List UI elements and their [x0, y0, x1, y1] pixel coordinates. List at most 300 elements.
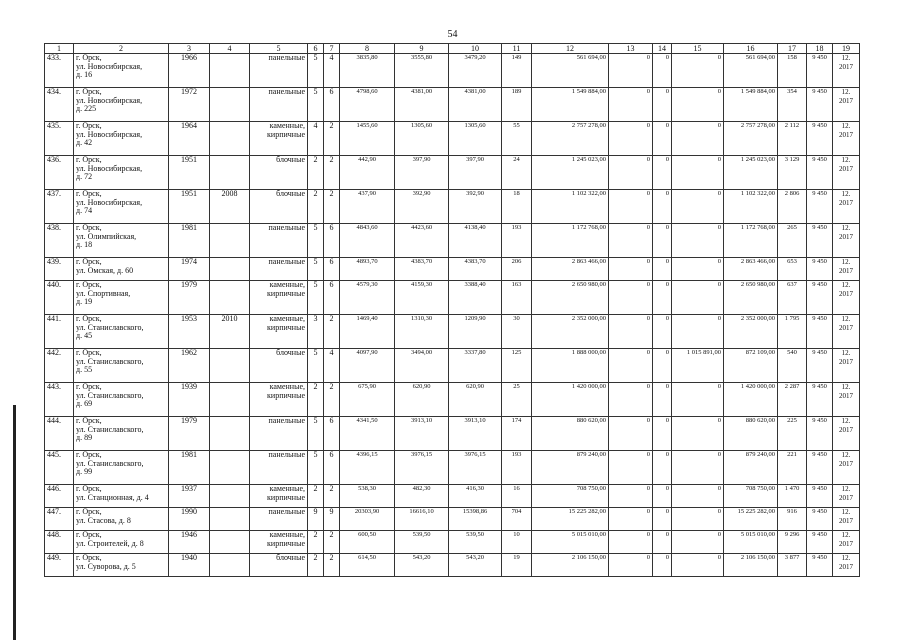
- table-row: [45, 485, 860, 508]
- entrances: 9: [324, 508, 340, 531]
- completion-date: [833, 383, 860, 417]
- total-area: 1455,60: [340, 122, 395, 156]
- max-cost-per-sqm: 9 450: [807, 508, 833, 531]
- table-row: [45, 54, 860, 88]
- funding-col15: 0: [672, 315, 724, 349]
- cost-per-sqm: 2 806: [778, 190, 807, 224]
- col-header: 14: [653, 44, 672, 54]
- row-number: 436.: [45, 156, 74, 190]
- address-line: г. Орск,: [76, 189, 102, 198]
- floors: 2: [308, 531, 324, 554]
- reconstruction-year: 2010: [210, 315, 250, 349]
- address-line: ул. Станиславского,: [76, 356, 144, 366]
- living-area: 4423,60: [395, 224, 449, 258]
- address: [74, 349, 169, 383]
- repair-cost: 708 750,00: [532, 485, 609, 508]
- funding-col14: 0: [653, 190, 672, 224]
- reconstruction-year: [210, 54, 250, 88]
- address-line: ул. Станционная, д. 4: [76, 492, 149, 502]
- address: [74, 54, 169, 88]
- repair-cost: 1 172 768,00: [532, 224, 609, 258]
- wall-material-line: блочные: [276, 189, 305, 198]
- year-built: 1966: [169, 54, 210, 88]
- funding-col14: 0: [653, 258, 672, 281]
- column-number-header: [45, 44, 860, 54]
- year-built: 1937: [169, 485, 210, 508]
- max-cost-per-sqm: 9 450: [807, 554, 833, 577]
- funding-col15: 0: [672, 54, 724, 88]
- housing-register-table: [44, 43, 860, 577]
- completion-date-line: 12.: [841, 417, 851, 425]
- address-line: д. 225: [76, 104, 97, 114]
- funding-col15: 0: [672, 451, 724, 485]
- max-cost-per-sqm: 9 450: [807, 258, 833, 281]
- wall-material-line: панельные: [268, 507, 305, 516]
- wall-material-line: каменные,: [269, 121, 305, 130]
- completion-date-line: 12.: [841, 485, 851, 493]
- completion-date: [833, 88, 860, 122]
- address-line: ул. Новосибирская,: [76, 61, 143, 71]
- year-built: 1974: [169, 258, 210, 281]
- entrances: 6: [324, 258, 340, 281]
- cost-per-sqm: 653: [778, 258, 807, 281]
- residential-area: 3388,40: [449, 281, 502, 315]
- address: [74, 156, 169, 190]
- year-built: 1981: [169, 224, 210, 258]
- funding-col16: 1 245 023,00: [724, 156, 778, 190]
- funding-col16: 15 225 282,00: [724, 508, 778, 531]
- year-built: 1951: [169, 190, 210, 224]
- address-line: г. Орск,: [76, 87, 102, 96]
- year-built: 1964: [169, 122, 210, 156]
- completion-date-line: 12.: [841, 554, 851, 562]
- address: [74, 122, 169, 156]
- completion-date: [833, 508, 860, 531]
- wall-material: [250, 349, 308, 383]
- address-line: г. Орск,: [76, 416, 102, 425]
- repair-cost: 1 102 322,00: [532, 190, 609, 224]
- wall-material: [250, 315, 308, 349]
- completion-date-line: 12.: [841, 258, 851, 266]
- address-line: д. 72: [76, 172, 93, 182]
- residential-area: 4381,00: [449, 88, 502, 122]
- residents-count: 16: [502, 485, 532, 508]
- row-number: 433.: [45, 54, 74, 88]
- address: [74, 315, 169, 349]
- funding-col16: 5 015 010,00: [724, 531, 778, 554]
- completion-date-line: 2017: [839, 130, 853, 139]
- living-area: 3913,10: [395, 417, 449, 451]
- living-area: 397,90: [395, 156, 449, 190]
- row-number: 449.: [45, 554, 74, 577]
- col-header: 9: [395, 44, 449, 54]
- completion-date-line: 12.: [841, 54, 851, 62]
- completion-date-line: 12.: [841, 451, 851, 459]
- entrances: 2: [324, 315, 340, 349]
- table-row: [45, 508, 860, 531]
- floors: 5: [308, 54, 324, 88]
- wall-material-line: панельные: [268, 87, 305, 96]
- wall-material-line: блочные: [276, 348, 305, 357]
- living-area: 4381,00: [395, 88, 449, 122]
- address: [74, 258, 169, 281]
- entrances: 2: [324, 531, 340, 554]
- address-line: г. Орск,: [76, 348, 102, 357]
- funding-col16: 2 863 466,00: [724, 258, 778, 281]
- wall-material: [250, 485, 308, 508]
- funding-col16: 561 694,00: [724, 54, 778, 88]
- completion-date: [833, 349, 860, 383]
- table-row: [45, 224, 860, 258]
- wall-material-line: панельные: [268, 223, 305, 232]
- address-line: д. 16: [76, 70, 93, 80]
- col-header: 2: [74, 44, 169, 54]
- living-area: 1305,60: [395, 122, 449, 156]
- residential-area: 3913,10: [449, 417, 502, 451]
- cost-per-sqm: 158: [778, 54, 807, 88]
- wall-material-line: кирпичные: [267, 492, 305, 502]
- funding-col15: 0: [672, 383, 724, 417]
- address-line: ул. Станиславского,: [76, 458, 144, 468]
- funding-col13: 0: [609, 508, 653, 531]
- wall-material: [250, 88, 308, 122]
- funding-col16: 1 102 322,00: [724, 190, 778, 224]
- reconstruction-year: [210, 156, 250, 190]
- funding-col14: 0: [653, 451, 672, 485]
- living-area: 3494,00: [395, 349, 449, 383]
- reconstruction-year: [210, 122, 250, 156]
- floors: 2: [308, 190, 324, 224]
- max-cost-per-sqm: 9 450: [807, 315, 833, 349]
- binding-margin-line: [13, 405, 16, 640]
- table-row: [45, 281, 860, 315]
- completion-date-line: 12.: [841, 122, 851, 130]
- row-number: 448.: [45, 531, 74, 554]
- wall-material: [250, 417, 308, 451]
- completion-date-line: 2017: [839, 459, 853, 468]
- address-line: г. Орск,: [76, 382, 102, 391]
- funding-col16: 1 420 000,00: [724, 383, 778, 417]
- col-header: 7: [324, 44, 340, 54]
- max-cost-per-sqm: 9 450: [807, 349, 833, 383]
- funding-col13: 0: [609, 190, 653, 224]
- completion-date: [833, 554, 860, 577]
- funding-col13: 0: [609, 451, 653, 485]
- row-number: 444.: [45, 417, 74, 451]
- address-line: г. Орск,: [76, 121, 102, 130]
- address-line: ул. Олимпийская,: [76, 231, 137, 241]
- repair-cost: 561 694,00: [532, 54, 609, 88]
- funding-col14: 0: [653, 54, 672, 88]
- repair-cost: 2 863 466,00: [532, 258, 609, 281]
- funding-col13: 0: [609, 54, 653, 88]
- funding-col15: 1 015 891,00: [672, 349, 724, 383]
- address-line: ул. Станиславского,: [76, 390, 144, 400]
- funding-col14: 0: [653, 508, 672, 531]
- residents-count: 25: [502, 383, 532, 417]
- completion-date-line: 12.: [841, 349, 851, 357]
- funding-col14: 0: [653, 383, 672, 417]
- completion-date-line: 12.: [841, 315, 851, 323]
- wall-material-line: кирпичные: [267, 288, 305, 298]
- residents-count: 206: [502, 258, 532, 281]
- address-line: г. Орск,: [76, 280, 102, 289]
- living-area: 3555,80: [395, 54, 449, 88]
- wall-material: [250, 54, 308, 88]
- total-area: 4893,70: [340, 258, 395, 281]
- funding-col13: 0: [609, 258, 653, 281]
- cost-per-sqm: 637: [778, 281, 807, 315]
- wall-material: [250, 122, 308, 156]
- completion-date-line: 2017: [839, 425, 853, 434]
- completion-date-line: 12.: [841, 383, 851, 391]
- table-row: [45, 315, 860, 349]
- entrances: 2: [324, 190, 340, 224]
- residents-count: 704: [502, 508, 532, 531]
- residential-area: 15398,86: [449, 508, 502, 531]
- completion-date-line: 12.: [841, 281, 851, 289]
- completion-date: [833, 54, 860, 88]
- row-number: 446.: [45, 485, 74, 508]
- address-line: г. Орск,: [76, 155, 102, 164]
- repair-cost: 2 757 278,00: [532, 122, 609, 156]
- total-area: 675,90: [340, 383, 395, 417]
- wall-material-line: панельные: [268, 257, 305, 266]
- table-row: [45, 88, 860, 122]
- funding-col13: 0: [609, 156, 653, 190]
- living-area: 539,50: [395, 531, 449, 554]
- living-area: 4159,30: [395, 281, 449, 315]
- table-row: [45, 417, 860, 451]
- address-line: г. Орск,: [76, 553, 102, 562]
- repair-cost: 1 420 000,00: [532, 383, 609, 417]
- col-header: 12: [532, 44, 609, 54]
- funding-col14: 0: [653, 122, 672, 156]
- address-line: ул. Новосибирская,: [76, 95, 143, 105]
- completion-date-line: 2017: [839, 539, 853, 548]
- residential-area: 397,90: [449, 156, 502, 190]
- address-line: ул. Омская, д. 60: [76, 265, 134, 275]
- funding-col15: 0: [672, 485, 724, 508]
- living-area: 482,30: [395, 485, 449, 508]
- table-row: [45, 531, 860, 554]
- wall-material: [250, 258, 308, 281]
- wall-material-line: каменные,: [269, 280, 305, 289]
- floors: 5: [308, 281, 324, 315]
- residents-count: 193: [502, 451, 532, 485]
- col-header: 19: [833, 44, 860, 54]
- funding-col14: 0: [653, 88, 672, 122]
- year-built: 1979: [169, 417, 210, 451]
- floors: 2: [308, 383, 324, 417]
- completion-date: [833, 190, 860, 224]
- residents-count: 193: [502, 224, 532, 258]
- reconstruction-year: [210, 224, 250, 258]
- residential-area: 539,50: [449, 531, 502, 554]
- table-body: [45, 54, 860, 577]
- living-area: 3976,15: [395, 451, 449, 485]
- funding-col15: 0: [672, 88, 724, 122]
- address-line: д. 89: [76, 433, 93, 443]
- repair-cost: 880 620,00: [532, 417, 609, 451]
- residents-count: 55: [502, 122, 532, 156]
- repair-cost: 1 245 023,00: [532, 156, 609, 190]
- funding-col14: 0: [653, 156, 672, 190]
- reconstruction-year: [210, 383, 250, 417]
- reconstruction-year: [210, 281, 250, 315]
- col-header: 16: [724, 44, 778, 54]
- address-line: д. 42: [76, 138, 93, 148]
- cost-per-sqm: 3 877: [778, 554, 807, 577]
- total-area: 4097,90: [340, 349, 395, 383]
- floors: 5: [308, 258, 324, 281]
- living-area: 16616,10: [395, 508, 449, 531]
- repair-cost: 879 240,00: [532, 451, 609, 485]
- reconstruction-year: [210, 417, 250, 451]
- reconstruction-year: [210, 258, 250, 281]
- total-area: 614,50: [340, 554, 395, 577]
- address-line: ул. Новосибирская,: [76, 197, 143, 207]
- funding-col16: 872 109,00: [724, 349, 778, 383]
- floors: 2: [308, 485, 324, 508]
- max-cost-per-sqm: 9 450: [807, 417, 833, 451]
- entrances: 2: [324, 554, 340, 577]
- completion-date-line: 12.: [841, 224, 851, 232]
- col-header: 6: [308, 44, 324, 54]
- residential-area: 1305,60: [449, 122, 502, 156]
- repair-cost: 2 106 150,00: [532, 554, 609, 577]
- col-header: 15: [672, 44, 724, 54]
- residential-area: 4138,40: [449, 224, 502, 258]
- cost-per-sqm: 1 470: [778, 485, 807, 508]
- funding-col16: 1 549 884,00: [724, 88, 778, 122]
- funding-col13: 0: [609, 417, 653, 451]
- table-row: [45, 349, 860, 383]
- funding-col16: 880 620,00: [724, 417, 778, 451]
- max-cost-per-sqm: 9 450: [807, 88, 833, 122]
- funding-col16: 879 240,00: [724, 451, 778, 485]
- wall-material-line: кирпичные: [267, 390, 305, 400]
- funding-col14: 0: [653, 315, 672, 349]
- table-row: [45, 554, 860, 577]
- wall-material: [250, 554, 308, 577]
- residential-area: 543,20: [449, 554, 502, 577]
- completion-date-line: 12.: [841, 88, 851, 96]
- floors: 9: [308, 508, 324, 531]
- completion-date: [833, 156, 860, 190]
- col-header: 13: [609, 44, 653, 54]
- cost-per-sqm: 265: [778, 224, 807, 258]
- wall-material-line: кирпичные: [267, 538, 305, 548]
- col-header: 17: [778, 44, 807, 54]
- completion-date: [833, 451, 860, 485]
- residential-area: 3337,80: [449, 349, 502, 383]
- completion-date: [833, 224, 860, 258]
- reconstruction-year: [210, 485, 250, 508]
- funding-col16: 2 757 278,00: [724, 122, 778, 156]
- completion-date-line: 2017: [839, 562, 853, 571]
- address-line: г. Орск,: [76, 450, 102, 459]
- address-line: д. 19: [76, 297, 93, 307]
- total-area: 4843,60: [340, 224, 395, 258]
- living-area: 4383,70: [395, 258, 449, 281]
- address-line: д. 55: [76, 365, 93, 375]
- living-area: 392,90: [395, 190, 449, 224]
- residents-count: 125: [502, 349, 532, 383]
- residential-area: 1209,90: [449, 315, 502, 349]
- funding-col15: 0: [672, 508, 724, 531]
- address-line: г. Орск,: [76, 530, 102, 539]
- residents-count: 174: [502, 417, 532, 451]
- address-line: г. Орск,: [76, 257, 102, 266]
- reconstruction-year: [210, 508, 250, 531]
- row-number: 434.: [45, 88, 74, 122]
- entrances: 2: [324, 122, 340, 156]
- year-built: 1951: [169, 156, 210, 190]
- entrances: 4: [324, 54, 340, 88]
- residential-area: 416,30: [449, 485, 502, 508]
- year-built: 1990: [169, 508, 210, 531]
- address-line: г. Орск,: [76, 223, 102, 232]
- address: [74, 417, 169, 451]
- entrances: 4: [324, 349, 340, 383]
- completion-date-line: 2017: [839, 198, 853, 207]
- col-header: 1: [45, 44, 74, 54]
- wall-material-line: каменные,: [269, 314, 305, 323]
- floors: 4: [308, 122, 324, 156]
- completion-date-line: 2017: [839, 96, 853, 105]
- living-area: 620,90: [395, 383, 449, 417]
- floors: 2: [308, 156, 324, 190]
- funding-col16: 2 352 000,00: [724, 315, 778, 349]
- col-header: 4: [210, 44, 250, 54]
- residents-count: 10: [502, 531, 532, 554]
- completion-date: [833, 485, 860, 508]
- wall-material-line: блочные: [276, 553, 305, 562]
- reconstruction-year: [210, 349, 250, 383]
- row-number: 438.: [45, 224, 74, 258]
- col-header: 11: [502, 44, 532, 54]
- wall-material: [250, 531, 308, 554]
- funding-col13: 0: [609, 349, 653, 383]
- row-number: 437.: [45, 190, 74, 224]
- funding-col14: 0: [653, 417, 672, 451]
- year-built: 1972: [169, 88, 210, 122]
- completion-date-line: 2017: [839, 232, 853, 241]
- funding-col14: 0: [653, 224, 672, 258]
- total-area: 437,90: [340, 190, 395, 224]
- address-line: д. 45: [76, 331, 93, 341]
- funding-col16: 2 106 150,00: [724, 554, 778, 577]
- address: [74, 224, 169, 258]
- residents-count: 19: [502, 554, 532, 577]
- table-row: [45, 258, 860, 281]
- funding-col13: 0: [609, 554, 653, 577]
- wall-material: [250, 451, 308, 485]
- table-row: [45, 190, 860, 224]
- floors: 3: [308, 315, 324, 349]
- address: [74, 554, 169, 577]
- funding-col13: 0: [609, 224, 653, 258]
- reconstruction-year: [210, 451, 250, 485]
- completion-date-line: 2017: [839, 357, 853, 366]
- entrances: 2: [324, 383, 340, 417]
- address: [74, 531, 169, 554]
- completion-date-line: 12.: [841, 190, 851, 198]
- funding-col15: 0: [672, 281, 724, 315]
- residents-count: 163: [502, 281, 532, 315]
- address: [74, 88, 169, 122]
